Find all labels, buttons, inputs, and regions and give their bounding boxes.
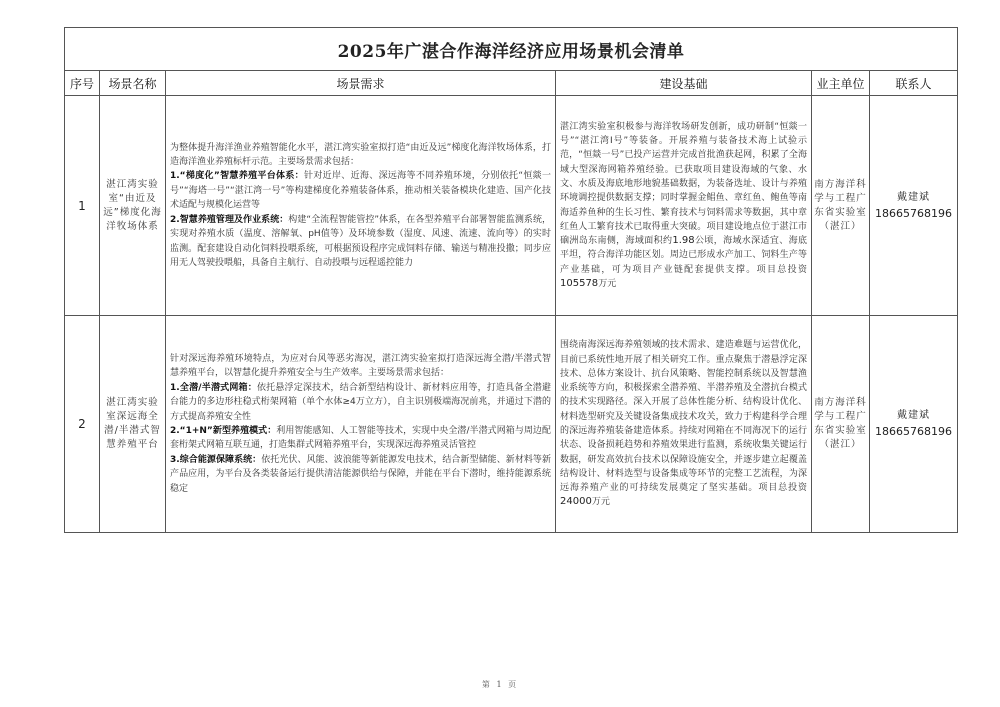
basis-text: 公顷，海域水深适宜、海底平坦，符合海洋功能区划。周边已形成水产加工、饲料生产等产业基础，可为项目产业链配套提供支撑。项目总投资 bbox=[560, 236, 807, 275]
construction-basis bbox=[556, 96, 812, 316]
scenario-name: 湛江湾实验室“由近及远”梯度化海洋牧场体系 bbox=[100, 96, 166, 316]
demand-item bbox=[170, 169, 551, 212]
opportunity-list-table bbox=[64, 27, 958, 533]
demand-item bbox=[170, 213, 551, 271]
scenario-name: 湛江湾实验室深远海全潜/半潜式智慧养殖平台 bbox=[100, 316, 166, 533]
header-scenario-name: 场景名称 bbox=[100, 71, 166, 96]
demand-item-heading: 1.“梯度化”智慧养殖平台体系： bbox=[170, 171, 304, 182]
demand-item-text: 依托光伏、风能、波浪能等新能源发电技术，结合新型储能、新材料等新产品应用，为平台及各类装备运行提供清洁能源供给与保障，并能在平台下潜时，维持能源系统稳定 bbox=[170, 454, 551, 494]
demand-item bbox=[170, 424, 551, 453]
header-no: 序号 bbox=[65, 71, 100, 96]
document-title: 2025年广湛合作海洋经济应用场景机会清单 bbox=[65, 28, 958, 71]
basis-text: 湛江湾实验室积极参与海洋牧场研发创新，成功研制“恒燚一号”“湛江湾Ⅰ号”等装备。开展养殖与装备技术海上试验示范，“恒燚一号”已投产运营并完成首批渔获起网，积累了全海域大型深海网箱养殖经验。已获取项目建设海域的气象、水文、水质及海底地形地貌基础数据，为装备选址、设计与养殖环境调控提供数据支撑；同时掌握金鲳鱼、章红鱼、鲍鱼等南海适养鱼种的生长习性、繁育技术与饲料需求等数据，其中章红鱼人工繁育技术已取得重大突破。项目建设地点位于湛江市硇洲岛东南侧，海域面积约 bbox=[560, 121, 807, 247]
scenario-demand bbox=[166, 316, 556, 533]
contact-name: 戴建斌 bbox=[897, 410, 930, 421]
demand-item-heading: 1.全潜/半潜式网箱： bbox=[170, 382, 257, 393]
investment-value: 105578 bbox=[560, 277, 599, 289]
header-basis: 建设基础 bbox=[556, 71, 812, 96]
scenario-demand bbox=[166, 96, 556, 316]
demand-item-text: 针对近岸、近海、深远海等不同养殖环境，分别依托“恒燚一号”“海塔一号”“湛江湾一号”等构建梯度化养殖装备体系，推动相关装备模块化建造、国产化技术适配与规模化运营等 bbox=[170, 171, 551, 211]
row-number: 2 bbox=[65, 316, 100, 533]
demand-intro: 为整体提升海洋渔业养殖智能化水平，湛江湾实验室拟打造“由近及远”梯度化海洋牧场体系，打造海洋渔业养殖标杆示范。主要场景需求包括： bbox=[170, 142, 551, 168]
table-header-row bbox=[65, 71, 958, 96]
demand-item-heading: 2.“1+N”新型养殖模式： bbox=[170, 426, 277, 436]
investment-unit: 万元 bbox=[591, 497, 610, 508]
demand-item-text: 利用智能感知、人工智能等技术，实现中央全潜/半潜式网箱与周边配套桁架式网箱互联互通，打造集群式网箱养殖平台，实现深远海养殖灵活管控 bbox=[170, 426, 551, 451]
demand-item-text: 构建“全流程智能管控”体系，在各型养殖平台部署智能监测系统，实现对养殖水质（温度、溶解氧、pH值等）及环境参数（湿度、风速、流速、流向等）的实时监测。配套建设自动化饲料投喂系统，可根据预设程序完成饲料存储、输送与精准投撒；同步应用无人驾驶投喂船，具备自主航行、自动投喂与远程遥控能力 bbox=[170, 214, 551, 268]
owner-unit: 南方海洋科学与工程广东省实验室（湛江） bbox=[812, 96, 870, 316]
header-contact: 联系人 bbox=[870, 71, 958, 96]
table-row bbox=[65, 96, 958, 316]
contact-name: 戴建斌 bbox=[897, 191, 930, 203]
basis-text: 围绕南海深远海养殖领域的技术需求、建造难题与运营优化，目前已系统性地开展了相关研究工作。重点聚焦于潜悬浮定深技术、总体方案设计、抗台风策略、智能控制系统以及智慧渔业系统等方向，积极探索全潜养殖、半潜养殖及全潜抗台模式的技术实现路径。深入开展了总体性能分析、结构设计优化、材料选型研究及关键设备集成技术攻关，致力于构建科学合理的深远海养殖装备建造体系。持续对网箱在不同海况下的运行状态、设备损耗趋势和养殖效果进行监测，系统收集关键运行数据，研发高效抗台技术以保障设施安全，并逐步建立起覆盖结构设计、材料选型与设备集成等环节的完整工艺流程，为深远海养殖产业的可持续发展奠定了坚实基础。项目总投资 bbox=[560, 340, 807, 494]
contact-phone: 18665768196 bbox=[875, 206, 952, 220]
sea-area-value: 1.98 bbox=[672, 235, 695, 247]
investment-value: 24000 bbox=[560, 496, 592, 508]
page-number: 第 1 页 bbox=[481, 680, 519, 689]
header-demand: 场景需求 bbox=[166, 71, 556, 96]
row-number: 1 bbox=[65, 96, 100, 316]
demand-intro: 针对深远海养殖环境特点，为应对台风等恶劣海况，湛江湾实验室拟打造深远海全潜/半潜式智慧养殖平台，以智慧化提升养殖安全与生产效率。主要场景需求包括： bbox=[170, 353, 551, 379]
header-owner: 业主单位 bbox=[812, 71, 870, 96]
owner-unit: 南方海洋科学与工程广东省实验室（湛江） bbox=[812, 316, 870, 533]
demand-item bbox=[170, 381, 551, 424]
construction-basis bbox=[556, 316, 812, 533]
investment-unit: 万元 bbox=[598, 278, 617, 289]
contact-person bbox=[870, 316, 958, 533]
table-row bbox=[65, 316, 958, 533]
contact-person bbox=[870, 96, 958, 316]
demand-item-text: 依托悬浮定深技术，结合新型结构设计、新材料应用等，打造具备全潜避台能力的多边形柱稳式桁架网箱（单个水体≥4万立方），自主识别极端海况前兆，并通过下潜的方式提高养殖安全性 bbox=[170, 382, 552, 422]
demand-item-heading: 3.综合能源保障系统： bbox=[170, 454, 262, 465]
demand-item-heading: 2.智慧养殖管理及作业系统： bbox=[170, 214, 289, 225]
contact-phone: 18665768196 bbox=[875, 425, 952, 438]
demand-item bbox=[170, 453, 551, 496]
